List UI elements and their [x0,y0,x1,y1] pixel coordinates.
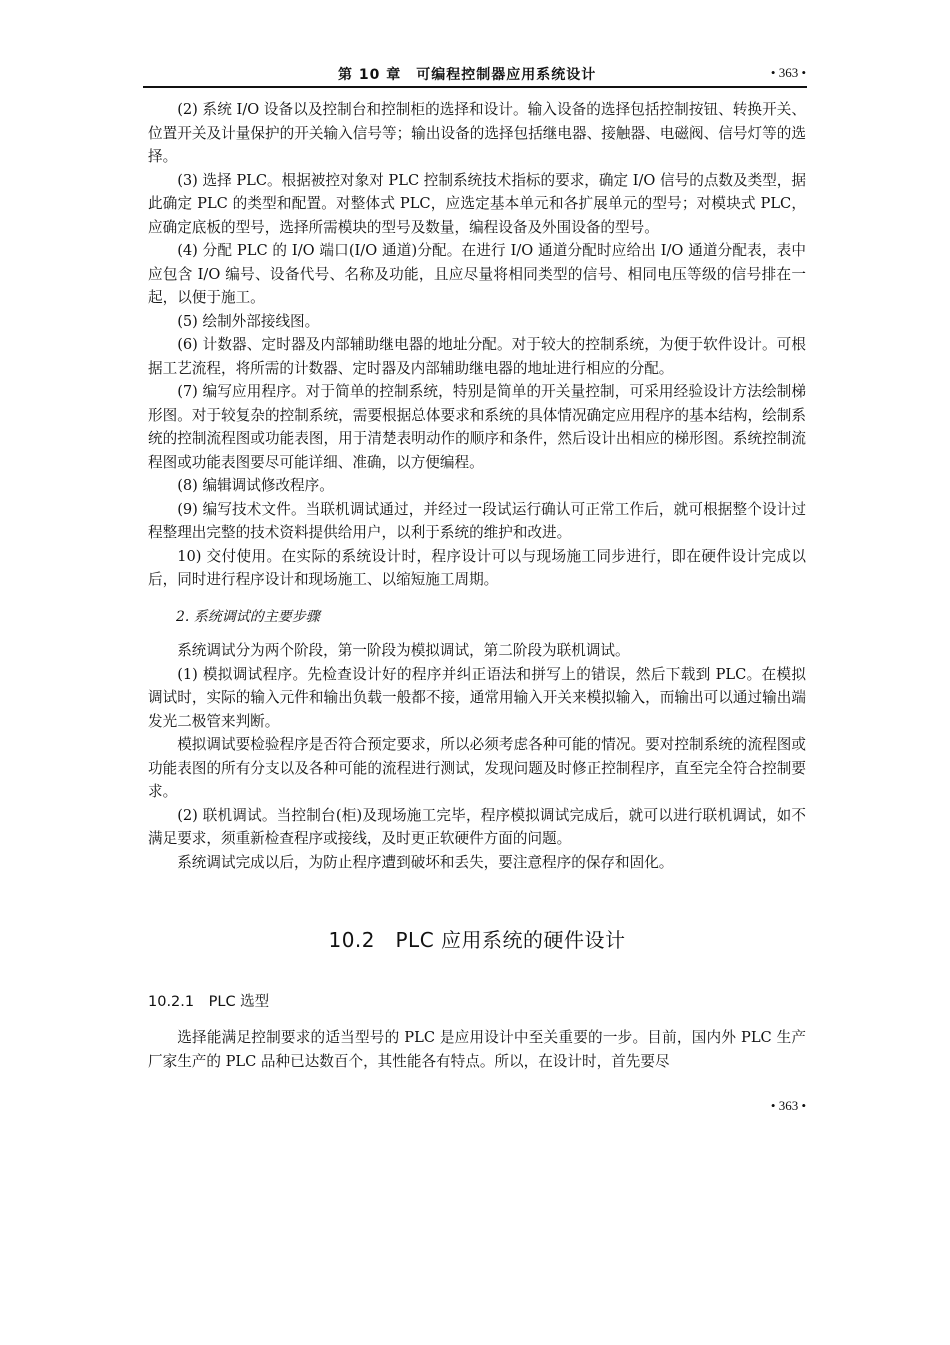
chapter-title: 第 10 章 可编程控制器应用系统设计 [338,67,597,83]
header-page-number: • 363 • [770,65,806,80]
paragraph: (3) 选择 PLC。根据被控对象对 PLC 控制系统技术指标的要求，确定 I/O 信号的点数及类型，据此确定 PLC 的类型和配置。对整体式 PLC，应选定基本单元和各扩展单元的型号；对模块式 PLC，应确定底板的型号，选择所需模块的型号及数量，编程设备及外围设备的型号。 [148,171,806,236]
section-text [148,1026,806,1073]
paragraph: (4) 分配 PLC 的 I/O 端口(I/O 通道)分配。在进行 I/O 通道分配时应给出 I/O 通道分配表，表中应包含 I/O 编号、设备代号、名称及功能，且应尽量将相同类型的信号、相同电压等级的信号排在一起，以便于施工。 [148,242,806,306]
paragraph: (6) 计数器、定时器及内部辅助继电器的地址分配。对于较大的控制系统，为便于软件设计。可根据工艺流程，将所需的计数器、定时器及内部辅助继电器的地址进行相应的分配。 [148,336,806,377]
paragraph: (9) 编写技术文件。当联机调试通过，并经过一段试运行确认可正常工作后，就可根据整个设计过程整理出完整的技术资料提供给用户，以利于系统的维护和改进。 [148,500,806,541]
header-rule [143,86,807,88]
paragraph: 系统调试完成以后，为防止程序遭到破坏和丢失，要注意程序的保存和固化。 [177,853,674,871]
section-title: 10.2 PLC 应用系统的硬件设计 [328,928,626,952]
paragraph: (1) 模拟调试程序。先检查设计好的程序并纠正语法和拼写上的错误，然后下载到 PLC。在模拟调试时，实际的输入元件和输出负载一般都不接，通常用输入开关来模拟输入，而输出可以通过输出端发光二极管来判断。 [148,665,806,730]
paragraph: (5) 绘制外部接线图。 [177,312,320,330]
paragraph: (2) 联机调试。当控制台(柜)及现场施工完毕，程序模拟调试完成后，就可以进行联机调试，如不满足要求，须重新检查程序或接线，及时更正软硬件方面的问题。 [148,806,806,847]
paragraph: (8) 编辑调试修改程序。 [177,477,334,494]
footer-page-number: • 363 • [770,1098,806,1113]
paragraph: 10) 交付使用。在实际的系统设计时，程序设计可以与现场施工同步进行，即在硬件设计完成以后，同时进行程序设计和现场施工、以缩短施工周期。 [148,547,806,588]
main-text [148,98,806,874]
paragraph: 模拟调试要检验程序是否符合预定要求，所以必须考虑各种可能的情况。要对控制系统的流程图或功能表图的所有分支以及各种可能的流程进行测试，发现问题及时修正控制程序，直至完全符合控制要求。 [148,736,806,800]
running-header [148,62,806,84]
subheading-debug-steps: 2. 系统调试的主要步骤 [176,608,320,625]
paragraph: (7) 编写应用程序。对于简单的控制系统，特别是简单的开关量控制，可采用经验设计方法绘制梯形图。对于较复杂的控制系统，需要根据总体要求和系统的具体情况确定应用程序的基本结构，绘制系统的控制流程图或功能表图，用于清楚表明动作的顺序和条件，然后设计出相应的梯形图。系统控制流程图或功能表图要尽可能详细、准确，以方便编程。 [148,383,806,471]
paragraph: 选择能满足控制要求的适当型号的 PLC 是应用设计中至关重要的一步。目前，国内外 PLC 生产厂家生产的 PLC 品种已达数百个，其性能各有特点。所以，在设计时，首先要尽 [148,1029,806,1070]
paragraph: 系统调试分为两个阶段，第一阶段为模拟调试，第二阶段为联机调试。 [177,642,630,659]
paragraph: (2) 系统 I/O 设备以及控制台和控制柜的选择和设计。输入设备的选择包括控制按钮、转换开关、位置开关及计量保护的开关输入信号等；输出设备的选择包括继电器、接触器、电磁阀、信号灯等的选择。 [148,101,806,165]
subsection-title: 10.2.1 PLC 选型 [148,994,270,1010]
